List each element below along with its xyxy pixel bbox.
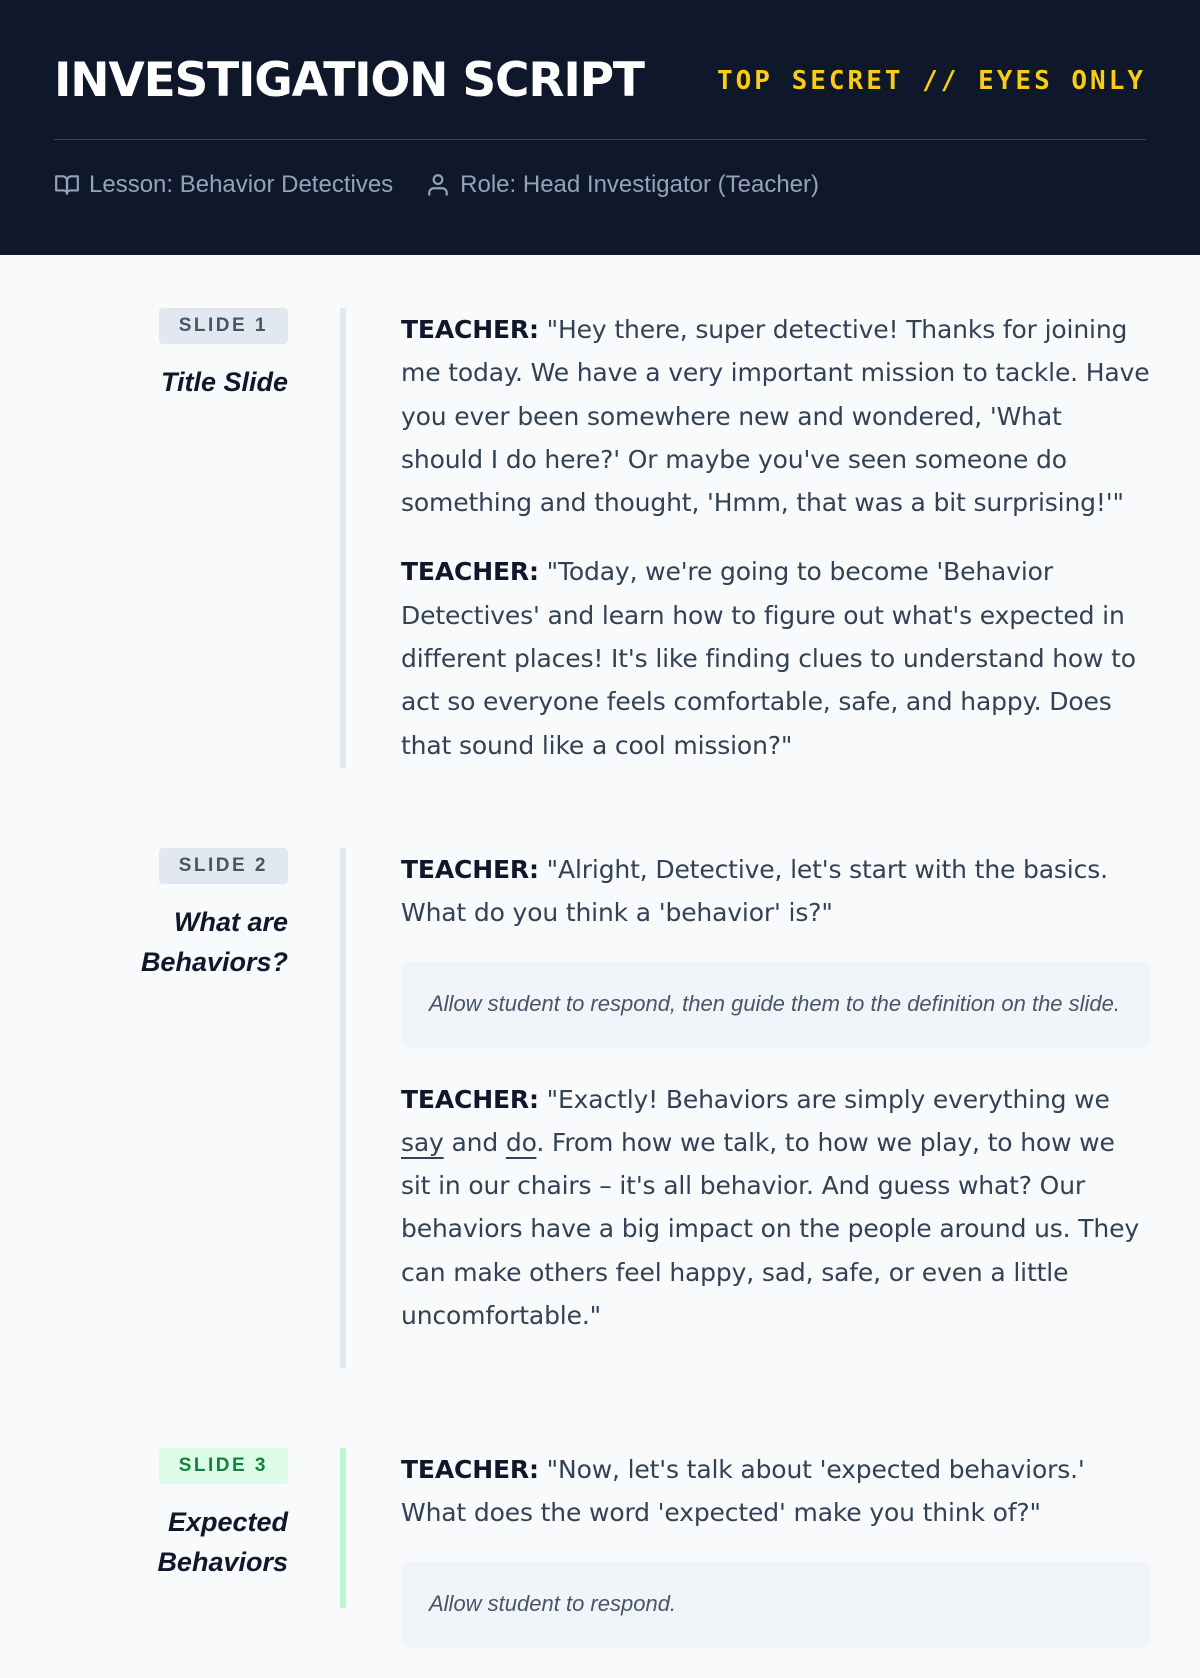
slide-divider (340, 308, 346, 768)
slide-title: Title Slide (160, 367, 288, 397)
slide-body (401, 1448, 1151, 1678)
emphasis-do: do (505, 1127, 537, 1157)
lesson-label: Lesson: Behavior Detectives (89, 171, 394, 198)
page-title: INVESTIGATION SCRIPT (54, 53, 644, 108)
dialogue-text: "Now, let's talk about 'expected behaviors.' What does the word 'expected' make you think of?" (401, 1455, 1085, 1528)
speaker-label: TEACHER: (401, 855, 539, 884)
slide-title: What are Behaviors? (140, 907, 288, 977)
dialogue-text: "Today, we're going to become 'Behavior Detectives' and learn how to figure out what's expected in different places! It's like finding clues to understand how to act so everyone feels comfortable, safe, and happy. Does that sound like a cool mission?" (401, 557, 1136, 760)
script-content (0, 255, 1200, 1616)
teacher-line (401, 1448, 1151, 1535)
slide-meta (0, 308, 288, 402)
slide-badge: SLIDE 3 (159, 1448, 288, 1484)
teacher-line (401, 1078, 1151, 1338)
slide-meta (0, 1448, 288, 1582)
slide-title: Expected Behaviors (157, 1507, 288, 1577)
speaker-label: TEACHER: (401, 1455, 539, 1484)
book-open-icon (54, 172, 80, 198)
dialogue-text: "Exactly! Behaviors are simply everything we (538, 1084, 1110, 1114)
teacher-line (401, 848, 1151, 935)
slide-divider (340, 848, 346, 1368)
slide-divider (340, 1448, 346, 1608)
dialogue-text: "Alright, Detective, let's start with the basics. What do you think a 'behavior' is?" (401, 855, 1108, 928)
classification-label: TOP SECRET // EYES ONLY (716, 65, 1146, 96)
slide-meta (0, 848, 288, 982)
user-icon (425, 172, 451, 198)
slide-badge: SLIDE 1 (159, 308, 288, 344)
dialogue-text: . From how we talk, to how we play, to how we sit in our chairs – it's all behavior. And guess what? Our behaviors have a big impact on the people around us. They can make others feel happy, sad, safe, or even a little uncomfortable." (401, 1127, 1139, 1331)
role-label: Role: Head Investigator (Teacher) (460, 171, 820, 198)
emphasis-say: say (401, 1127, 444, 1157)
teacher-note: Allow student to respond. (401, 1561, 1151, 1648)
dialogue-text: and (443, 1127, 506, 1157)
teacher-line (401, 308, 1151, 524)
dialogue-text: "Hey there, super detective! Thanks for joining me today. We have a very important mission to tackle. Have you ever been somewhere new and wondered, 'What should I do here?' Or maybe you've seen someone do something and thought, 'Hmm, that was a bit surprising!'" (401, 315, 1150, 518)
slide-body (401, 848, 1151, 1363)
speaker-label: TEACHER: (401, 557, 539, 587)
speaker-label: TEACHER: (401, 315, 539, 344)
teacher-note: Allow student to respond, then guide them to the definition on the slide. (401, 961, 1151, 1048)
slide-body (401, 308, 1151, 793)
header-top (54, 0, 1146, 140)
lesson-meta (54, 171, 393, 199)
role-meta (425, 171, 819, 199)
speaker-label: TEACHER: (401, 1084, 539, 1114)
teacher-line (401, 550, 1151, 766)
header-meta (54, 140, 1146, 230)
slide-badge: SLIDE 2 (159, 848, 288, 884)
page-header (0, 0, 1200, 255)
